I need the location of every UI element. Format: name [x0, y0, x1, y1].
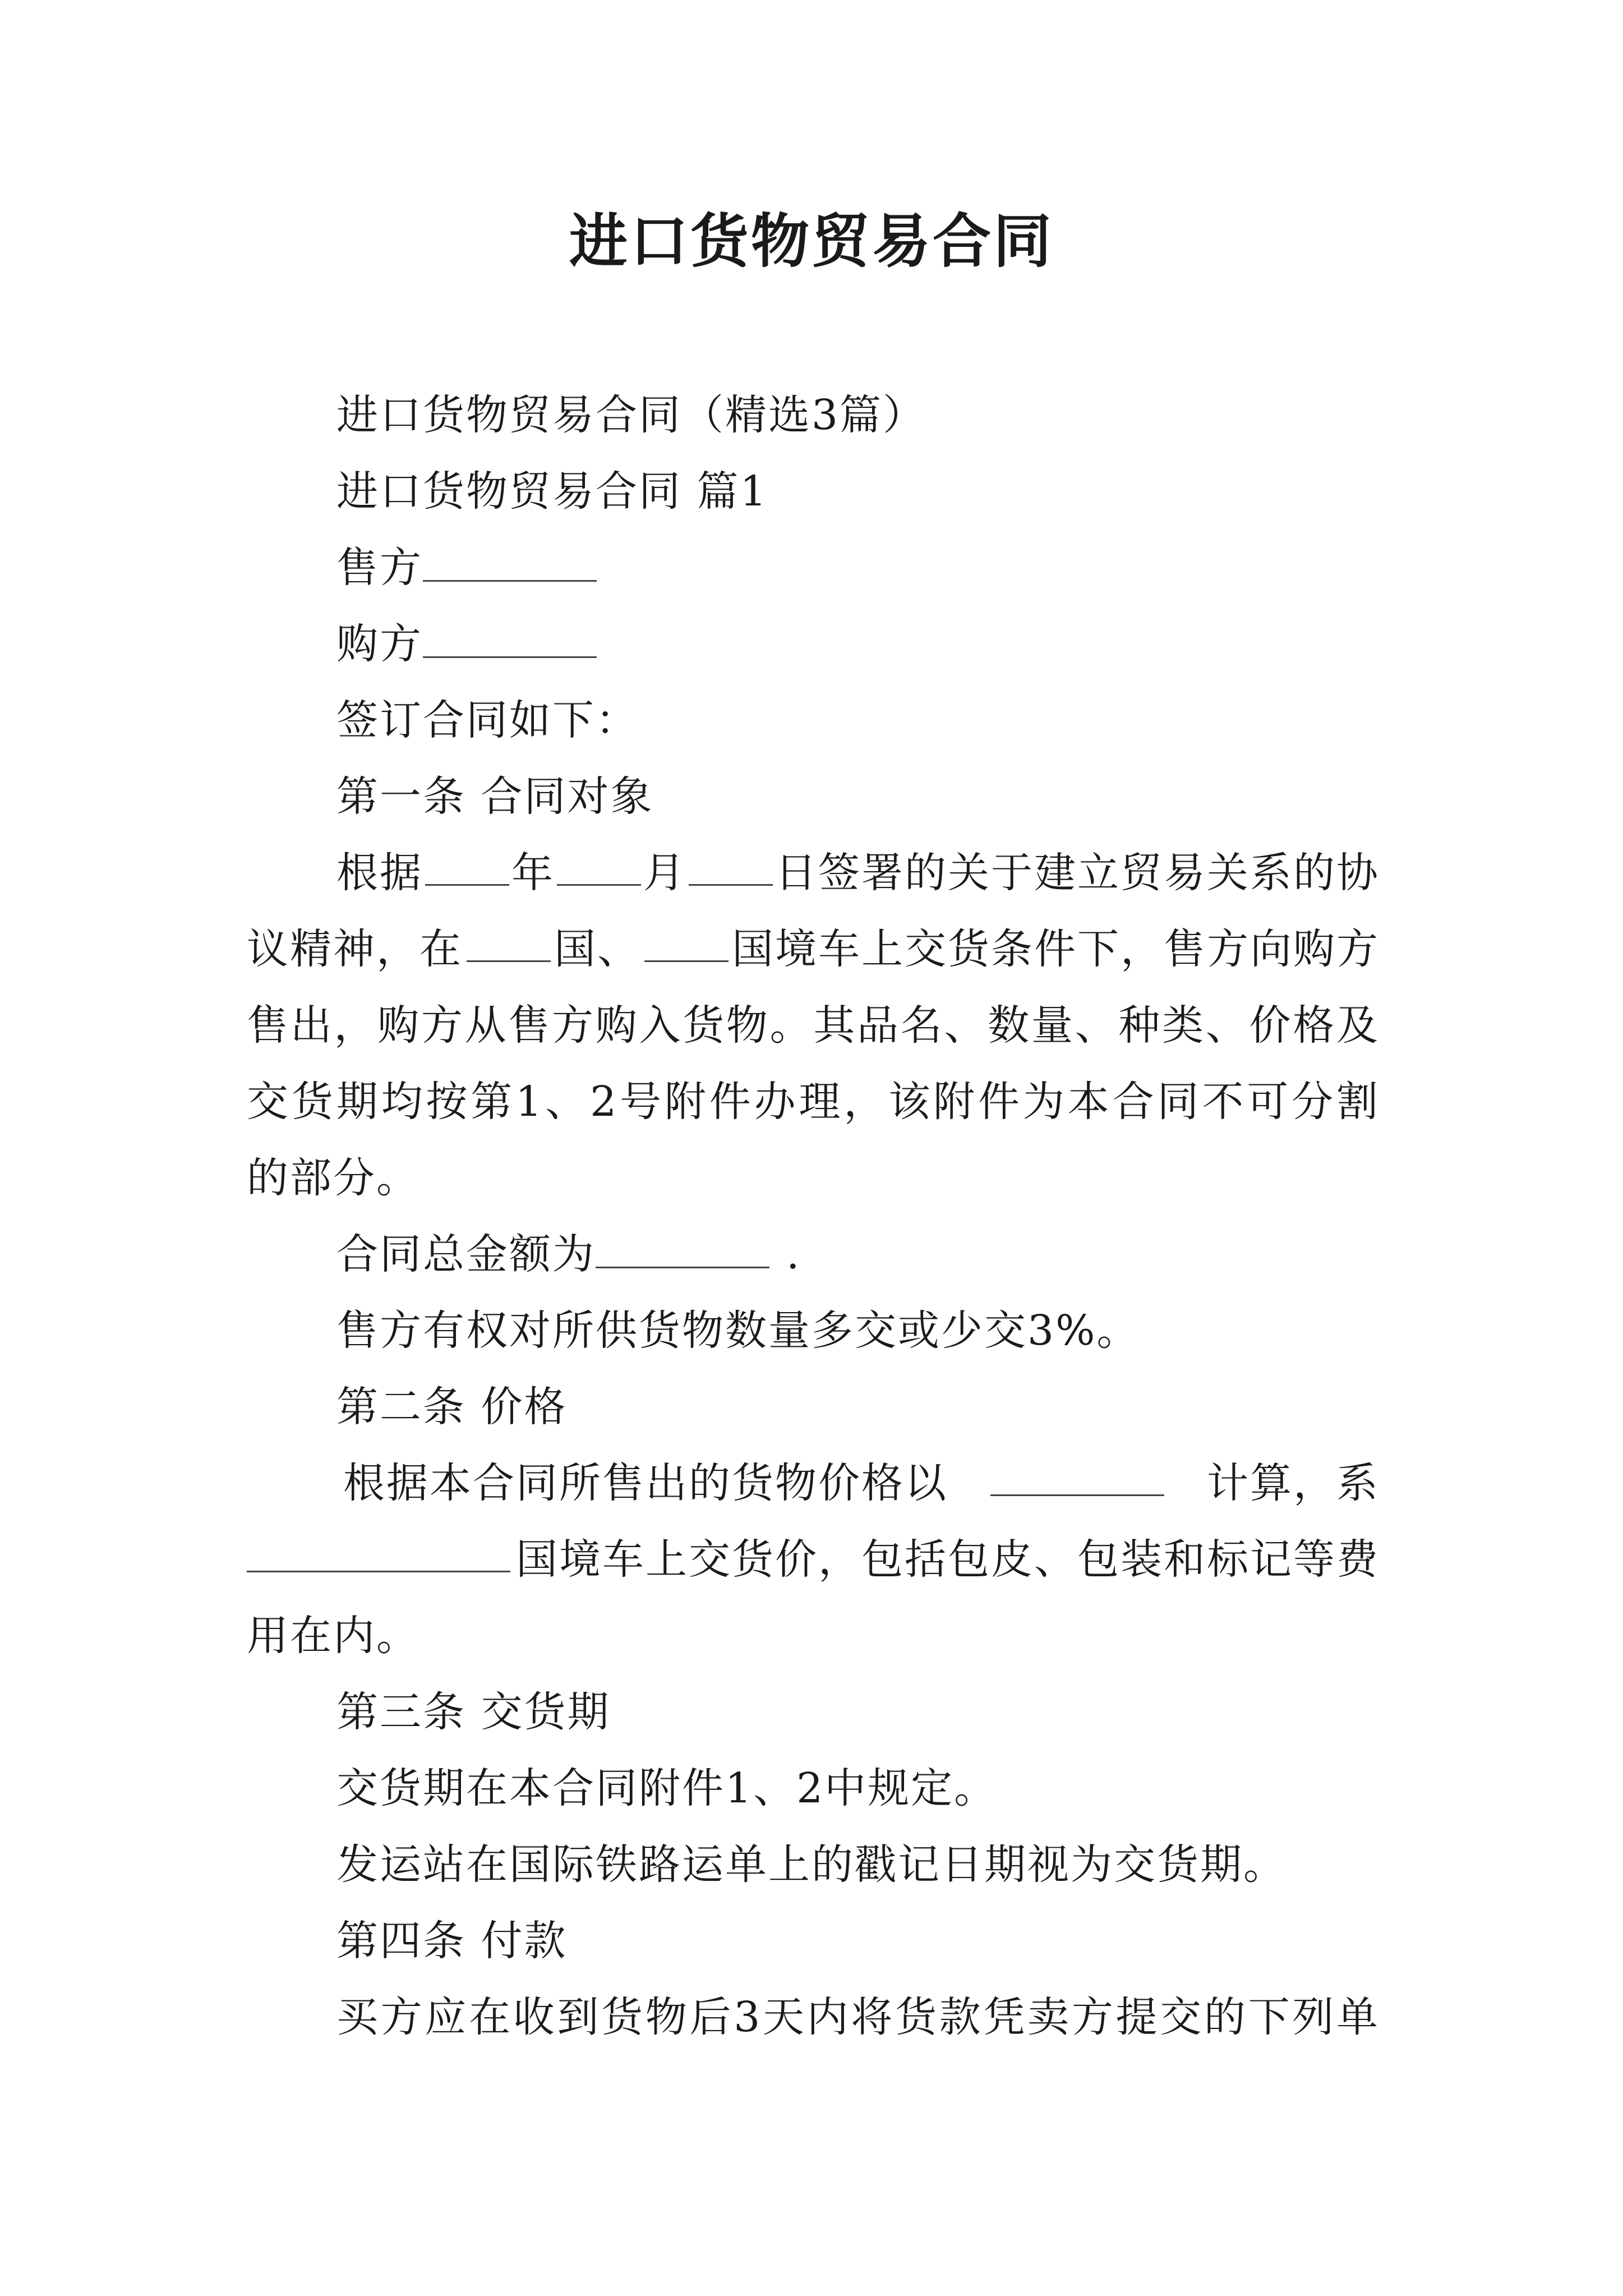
- article-3-heading: 第三条 交货期: [336, 1688, 611, 1736]
- year-blank: [425, 845, 509, 886]
- text-segment: 议精神，在: [247, 925, 463, 973]
- country-blank-2: [644, 921, 728, 962]
- article-2-line-1: [343, 1455, 1380, 1511]
- country-blank-1: [467, 921, 551, 962]
- article-3-line-1: 交货期在本合同附件1、2中规定。: [336, 1764, 998, 1812]
- article-1-line-4: 交货期均按第1、2号附件办理，该附件为本合同不可分割: [247, 1078, 1380, 1126]
- month-blank: [557, 845, 641, 886]
- buyer-label: 购方: [336, 620, 423, 668]
- text-segment: 国境车上交货条件下，售方向购方: [732, 925, 1380, 973]
- text-segment: .: [786, 1230, 801, 1278]
- border-blank: [247, 1531, 510, 1572]
- article-2-heading: 第二条 价格: [336, 1383, 568, 1431]
- article-2-line-3: 用在内。: [247, 1612, 419, 1660]
- text-segment: 合同总金额为: [336, 1230, 596, 1278]
- total-amount-line: [336, 1226, 801, 1282]
- tolerance-line: 售方有权对所供货物数量多交或少交3%。: [336, 1306, 1140, 1355]
- article-4-heading: 第四条 付款: [336, 1917, 568, 1965]
- text-segment: 国境车上交货价，包括包皮、包装和标记等费: [516, 1535, 1380, 1584]
- text-segment: 国、: [554, 925, 640, 973]
- text-segment: 计算，系: [1207, 1459, 1380, 1507]
- text-segment: 月: [643, 849, 686, 897]
- article-1-line-5: 的部分。: [247, 1154, 419, 1202]
- section-heading: 进口货物贸易合同 篇1: [336, 467, 768, 516]
- document-subtitle: 进口货物贸易合同（精选3篇）: [336, 391, 926, 439]
- text-segment: 根据本合同所售出的货物价格以: [343, 1459, 948, 1507]
- total-amount-blank: [596, 1227, 769, 1268]
- text-segment: 根据: [336, 849, 423, 897]
- article-3-line-2: 发运站在国际铁路运单上的戳记日期视为交货期。: [336, 1841, 1287, 1889]
- article-1-heading: 第一条 合同对象: [336, 772, 654, 821]
- intro-text: 签订合同如下：: [336, 696, 639, 744]
- buyer-line: [336, 616, 597, 672]
- article-1-line-2: [247, 921, 1380, 977]
- text-segment: 日签署的关于建立贸易关系的协: [775, 849, 1380, 897]
- price-basis-blank: [990, 1455, 1164, 1496]
- article-4-line-1: 买方应在收到货物后3天内将货款凭卖方提交的下列单: [336, 1993, 1380, 2041]
- article-2-line-2: [247, 1531, 1380, 1588]
- day-blank: [689, 845, 773, 886]
- article-1-line-1: [336, 845, 1380, 901]
- document-title: 进口货物贸易合同: [569, 206, 1054, 275]
- seller-label: 售方: [336, 544, 423, 592]
- buyer-blank: [423, 617, 597, 658]
- article-1-line-3: 售出，购方从售方购入货物。其品名、数量、种类、价格及: [247, 1001, 1380, 1050]
- text-segment: 年: [511, 849, 555, 897]
- seller-blank: [423, 541, 597, 582]
- seller-line: [336, 540, 597, 596]
